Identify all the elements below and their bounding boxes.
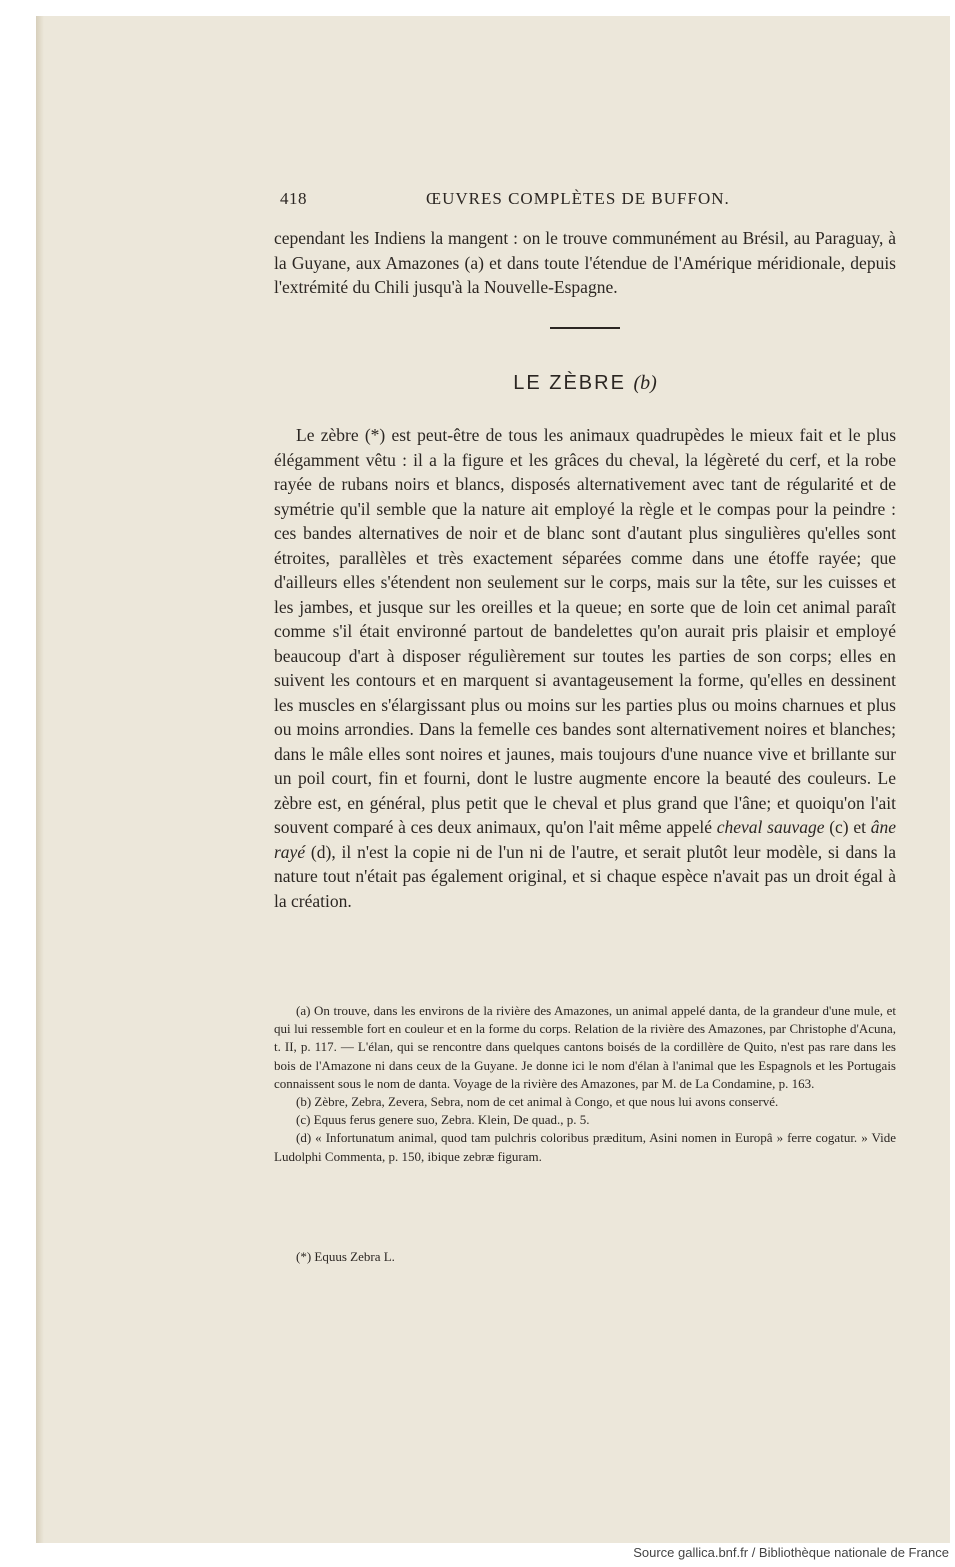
page-number: 418 xyxy=(280,189,307,208)
running-title: ŒUVRES COMPLÈTES DE BUFFON. xyxy=(426,189,730,208)
footnote-b: (b) Zèbre, Zebra, Zevera, Sebra, nom de cet animal à Congo, et que nous lui avons conservé. xyxy=(296,1094,779,1110)
section-rule xyxy=(550,327,620,329)
main-text-2: (d), il n'est la copie ni de l'un ni de l'autre, et serait plutôt leur modèle, si dans la nature tout n'était pas également original, et si chaque espèce n'avait pas un droit égal à la création. xyxy=(274,841,896,911)
page-edge xyxy=(36,16,44,1543)
main-paragraph-block xyxy=(274,423,896,913)
section-title-text: LE ZÈBRE xyxy=(513,372,626,394)
main-italic-1: cheval sauvage xyxy=(716,817,825,837)
section-title xyxy=(274,372,896,395)
footnote-d: (d) « Infortunatum animal, quod tam pulchris coloribus præditum, Asini nomen in Europâ » ferre cogatur. » Vide Ludolphi Commenta, p. 150, ibique zebræ figuram. xyxy=(274,1130,896,1164)
top-paragraph: cependant les Indiens la mangent : on le trouve communément au Brésil, au Paraguay, à la Guyane, aux Amazones (a) et dans toute l'étendue de l'Amérique méridionale, depuis l'extrémité du Chili jusqu'à la Nouvelle-Espagne. xyxy=(274,228,896,297)
species-note: (*) Equus Zebra L. xyxy=(296,1249,395,1264)
footnote-c: (c) Equus ferus genere suo, Zebra. Klein, De quad., p. 5. xyxy=(296,1112,590,1128)
main-paragraph xyxy=(274,423,896,913)
main-italic-2: âne rayé xyxy=(274,817,896,862)
running-header xyxy=(274,189,896,213)
top-paragraph-block xyxy=(274,226,896,300)
main-text-1: Le zèbre (*) est peut-être de tous les animaux quadrupèdes le mieux fait et le plus élégamment vêtu : il a la figure et les grâces du cheval, la légèreté du cerf, et la robe rayée de rubans noirs et blancs, disposés alternativement avec tant de régularité et de symétrie qu'il semble que la nature ait employé la règle et le compas pour la peindre : ces bandes alternatives de noir et de blanc sont d'autant plus singulières qu'elles sont étroites, parallèles et très exactement séparées comme dans une étoffe rayée; que d'ailleurs elles s'étendent non seulement sur le corps, mais sur la tête, sur les cuisses et les jambes, et jusque sur les oreilles et la queue; en sorte que de loin cet animal paraît comme s'il était environné partout de bandelettes qu'on aurait pris plaisir et employé beaucoup d'art à disposer régulièrement sur toutes les parties de son corps; elles en suivent les contours et en marquent si avantageusement la forme, qu'elles en dessinent les muscles en s'élargissant plus ou moins sur les parties plus ou moins charnues et plus ou moins arrondies. Dans la femelle ces bandes sont alternativement noires et blanches; dans le mâle elles sont noires et jaunes, mais toujours d'une nuance vive et brillante sur un poil court, fin et fourni, dont le lustre augmente encore la beauté des couleurs. Le zèbre est, en général, plus petit que le cheval et plus grand que l'âne; et quoiqu'on l'ait souvent comparé à ces deux animaux, qu'on l'ait même appelé xyxy=(274,425,896,837)
source-footer: Source gallica.bnf.fr / Bibliothèque nationale de France xyxy=(633,1545,949,1560)
footnote-a: (a) On trouve, dans les environs de la rivière des Amazones, un animal appelé danta, de la grandeur d'une mule, et qui lui ressemble fort en couleur et en la forme du corps. Relation de la rivière des Amazones, par Christophe d'Acuna, t. II, p. 117. — L'élan, qui se rencontre dans quelques cantons boisés de la cordillère de Quito, n'est pas rare dans les bois de l'Amazone ni dans ceux de la Guyane. Je donne ici le nom d'élan à l'animal que les Espagnols et les Portugais connaissent sous le nom de danta. Voyage de la rivière des Amazones, par M. de La Condamine, p. 163. xyxy=(274,1003,896,1091)
footnotes xyxy=(274,1002,896,1166)
main-ref-c: (c) et xyxy=(824,817,871,837)
section-title-note: (b) xyxy=(633,372,657,394)
